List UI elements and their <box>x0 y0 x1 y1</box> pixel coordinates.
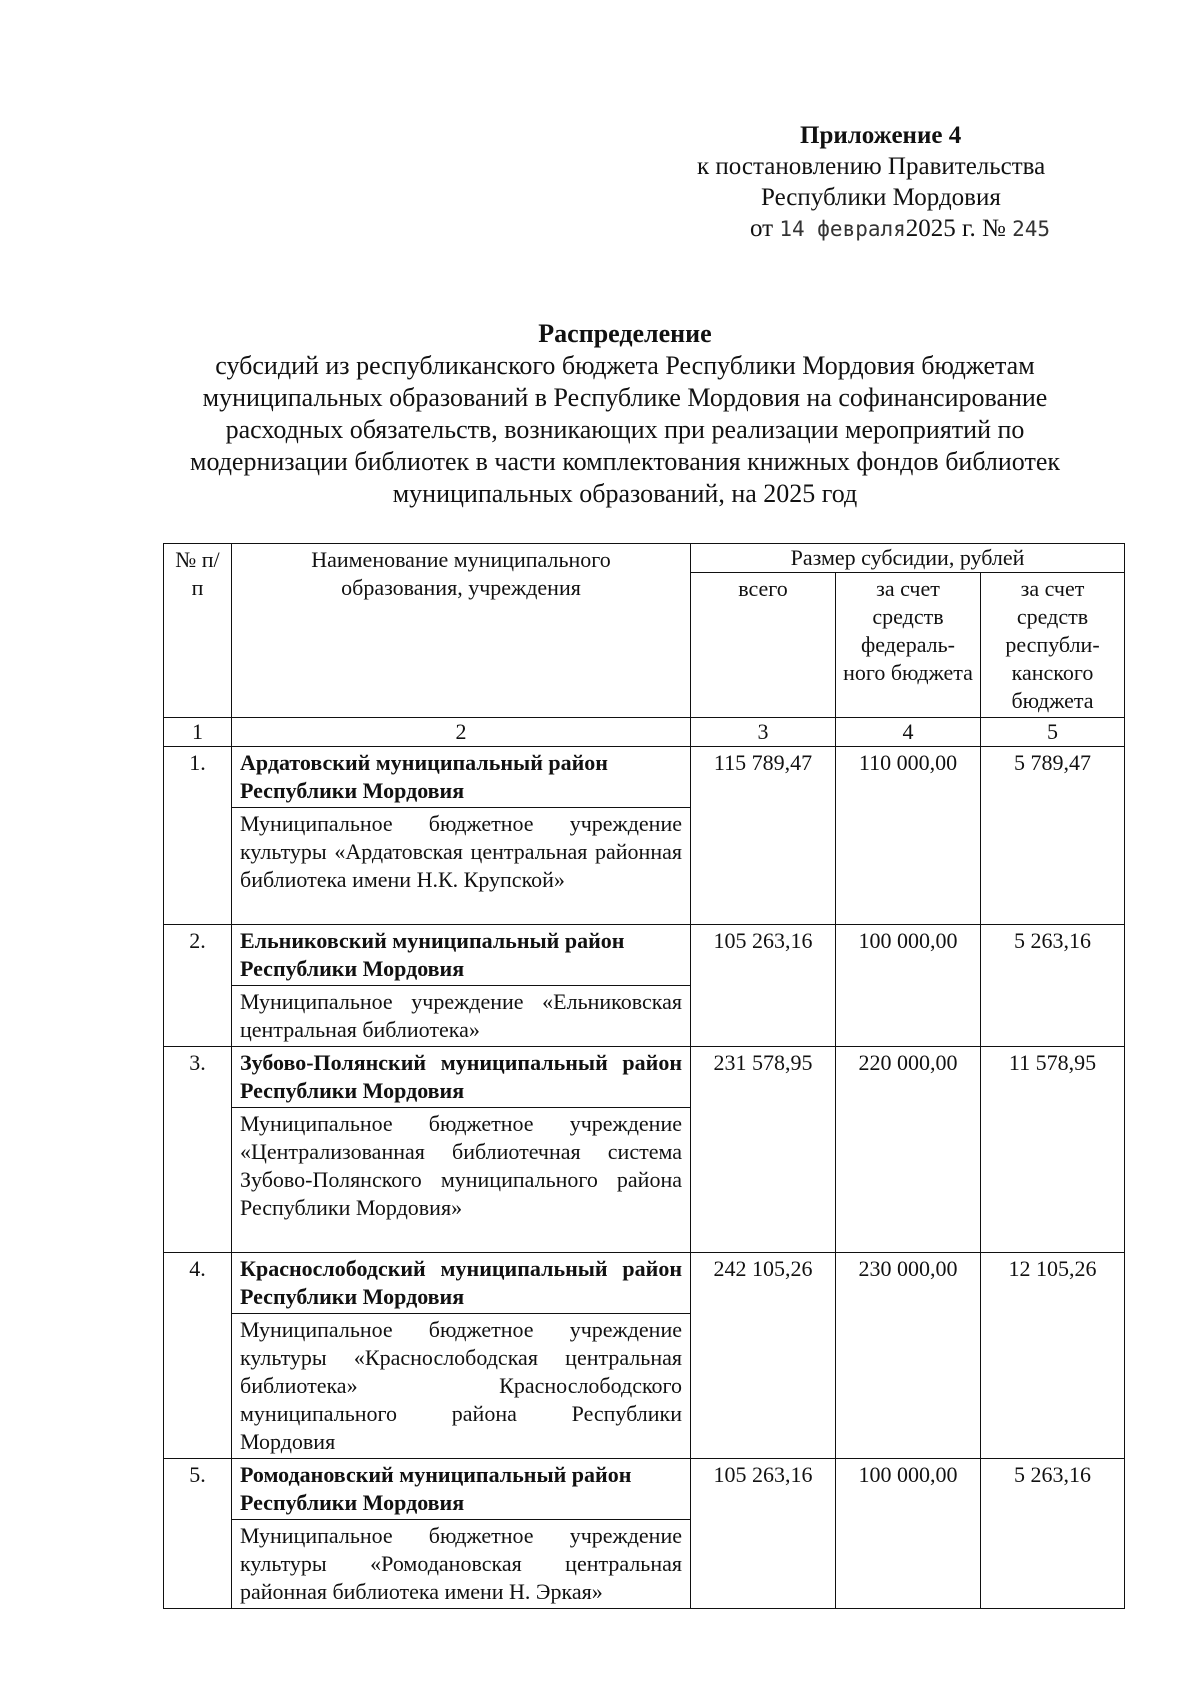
republic-amount: 5 789,47 <box>981 747 1125 925</box>
institution-name: Муниципальное бюджетное учреждение «Централизованная библиотечная система Зубово-Полянского муниципального района Республики Мордовия» <box>240 1111 682 1220</box>
federal-amount: 100 000,00 <box>836 1459 981 1609</box>
doc-number-stamp: 245 <box>1012 217 1051 241</box>
document-title <box>150 318 1100 510</box>
header-name: Наименование муниципального образования, учреждения <box>232 544 691 718</box>
total-amount: 242 105,26 <box>691 1253 836 1459</box>
date-day-stamp: 14 февраля <box>779 217 906 241</box>
title-line: модернизации библиотек в части комплектования книжных фондов библиотек <box>189 447 1060 476</box>
federal-amount: 110 000,00 <box>836 747 981 925</box>
row-name-cell <box>232 747 691 925</box>
district-name: Ромодановский муниципальный район Республики Мордовия <box>232 1459 690 1520</box>
col-number: 3 <box>691 718 836 747</box>
col-number: 1 <box>164 718 232 747</box>
title-line: расходных обязательств, возникающих при реализации мероприятий по <box>225 415 1025 444</box>
row-name-cell <box>232 925 691 1047</box>
col-number: 5 <box>981 718 1125 747</box>
table-row <box>164 925 1125 1047</box>
row-name-cell <box>232 1047 691 1253</box>
district-name: Краснослободский муниципальный район Республики Мордовия <box>232 1253 690 1314</box>
annex-line-decree: к постановлению Правительства <box>697 153 1046 180</box>
institution-name: Муниципальное учреждение «Ельниковская центральная библиотека» <box>240 989 682 1042</box>
annex-line-republic: Республики Мордовия <box>761 184 1001 211</box>
row-number: 1. <box>164 747 232 925</box>
federal-amount: 100 000,00 <box>836 925 981 1047</box>
republic-amount: 12 105,26 <box>981 1253 1125 1459</box>
title-heading: Распределение <box>538 319 712 348</box>
total-amount: 105 263,16 <box>691 925 836 1047</box>
row-name-cell <box>232 1253 691 1459</box>
district-name: Ардатовский муниципальный район Республики Мордовия <box>232 747 690 808</box>
total-amount: 115 789,47 <box>691 747 836 925</box>
federal-amount: 230 000,00 <box>836 1253 981 1459</box>
row-number: 3. <box>164 1047 232 1253</box>
date-year: 2025 г. № <box>905 215 1006 242</box>
institution-name: Муниципальное бюджетное учреждение культуры «Ромодановская центральная районная библиотека имени Н. Эркая» <box>240 1523 682 1604</box>
institution-name: Муниципальное бюджетное учреждение культуры «Краснослободская центральная библиотека» Краснослободского муниципального района Республики Мордовия <box>240 1317 682 1454</box>
header-subsidy: Размер субсидии, рублей <box>691 544 1125 573</box>
table-row <box>164 1459 1125 1609</box>
row-name-cell <box>232 1459 691 1609</box>
row-number: 5. <box>164 1459 232 1609</box>
row-number: 2. <box>164 925 232 1047</box>
institution-name: Муниципальное бюджетное учреждение культуры «Ардатовская центральная районная библиотека имени Н.К. Крупской» <box>240 811 682 892</box>
header-total: всего <box>691 573 836 718</box>
republic-amount: 5 263,16 <box>981 1459 1125 1609</box>
table-row <box>164 1047 1125 1253</box>
title-line: муниципальных образований в Республике Мордовия на софинансирование <box>202 383 1048 412</box>
total-amount: 105 263,16 <box>691 1459 836 1609</box>
subsidy-table <box>163 543 1125 1609</box>
district-name: Зубово-Полянский муниципальный район Республики Мордовия <box>232 1047 690 1108</box>
header-republic: за счет средств республи-канского бюджета <box>981 573 1125 718</box>
district-name: Ельниковский муниципальный район Республики Мордовия <box>232 925 690 986</box>
annex-line-date <box>750 213 1050 245</box>
table-row <box>164 747 1125 925</box>
title-line: муниципальных образований, на 2025 год <box>392 479 858 508</box>
header-row <box>164 544 1125 573</box>
column-number-row <box>164 718 1125 747</box>
row-number: 4. <box>164 1253 232 1459</box>
total-amount: 231 578,95 <box>691 1047 836 1253</box>
date-prefix: от <box>750 215 774 242</box>
title-line: субсидий из республиканского бюджета Республики Мордовия бюджетам <box>215 351 1035 380</box>
federal-amount: 220 000,00 <box>836 1047 981 1253</box>
annex-title: Приложение 4 <box>800 122 962 149</box>
header-num: № п/п <box>164 544 232 718</box>
republic-amount: 5 263,16 <box>981 925 1125 1047</box>
republic-amount: 11 578,95 <box>981 1047 1125 1253</box>
table-row <box>164 1253 1125 1459</box>
col-number: 2 <box>232 718 691 747</box>
header-federal: за счет средств федераль-ного бюджета <box>836 573 981 718</box>
col-number: 4 <box>836 718 981 747</box>
